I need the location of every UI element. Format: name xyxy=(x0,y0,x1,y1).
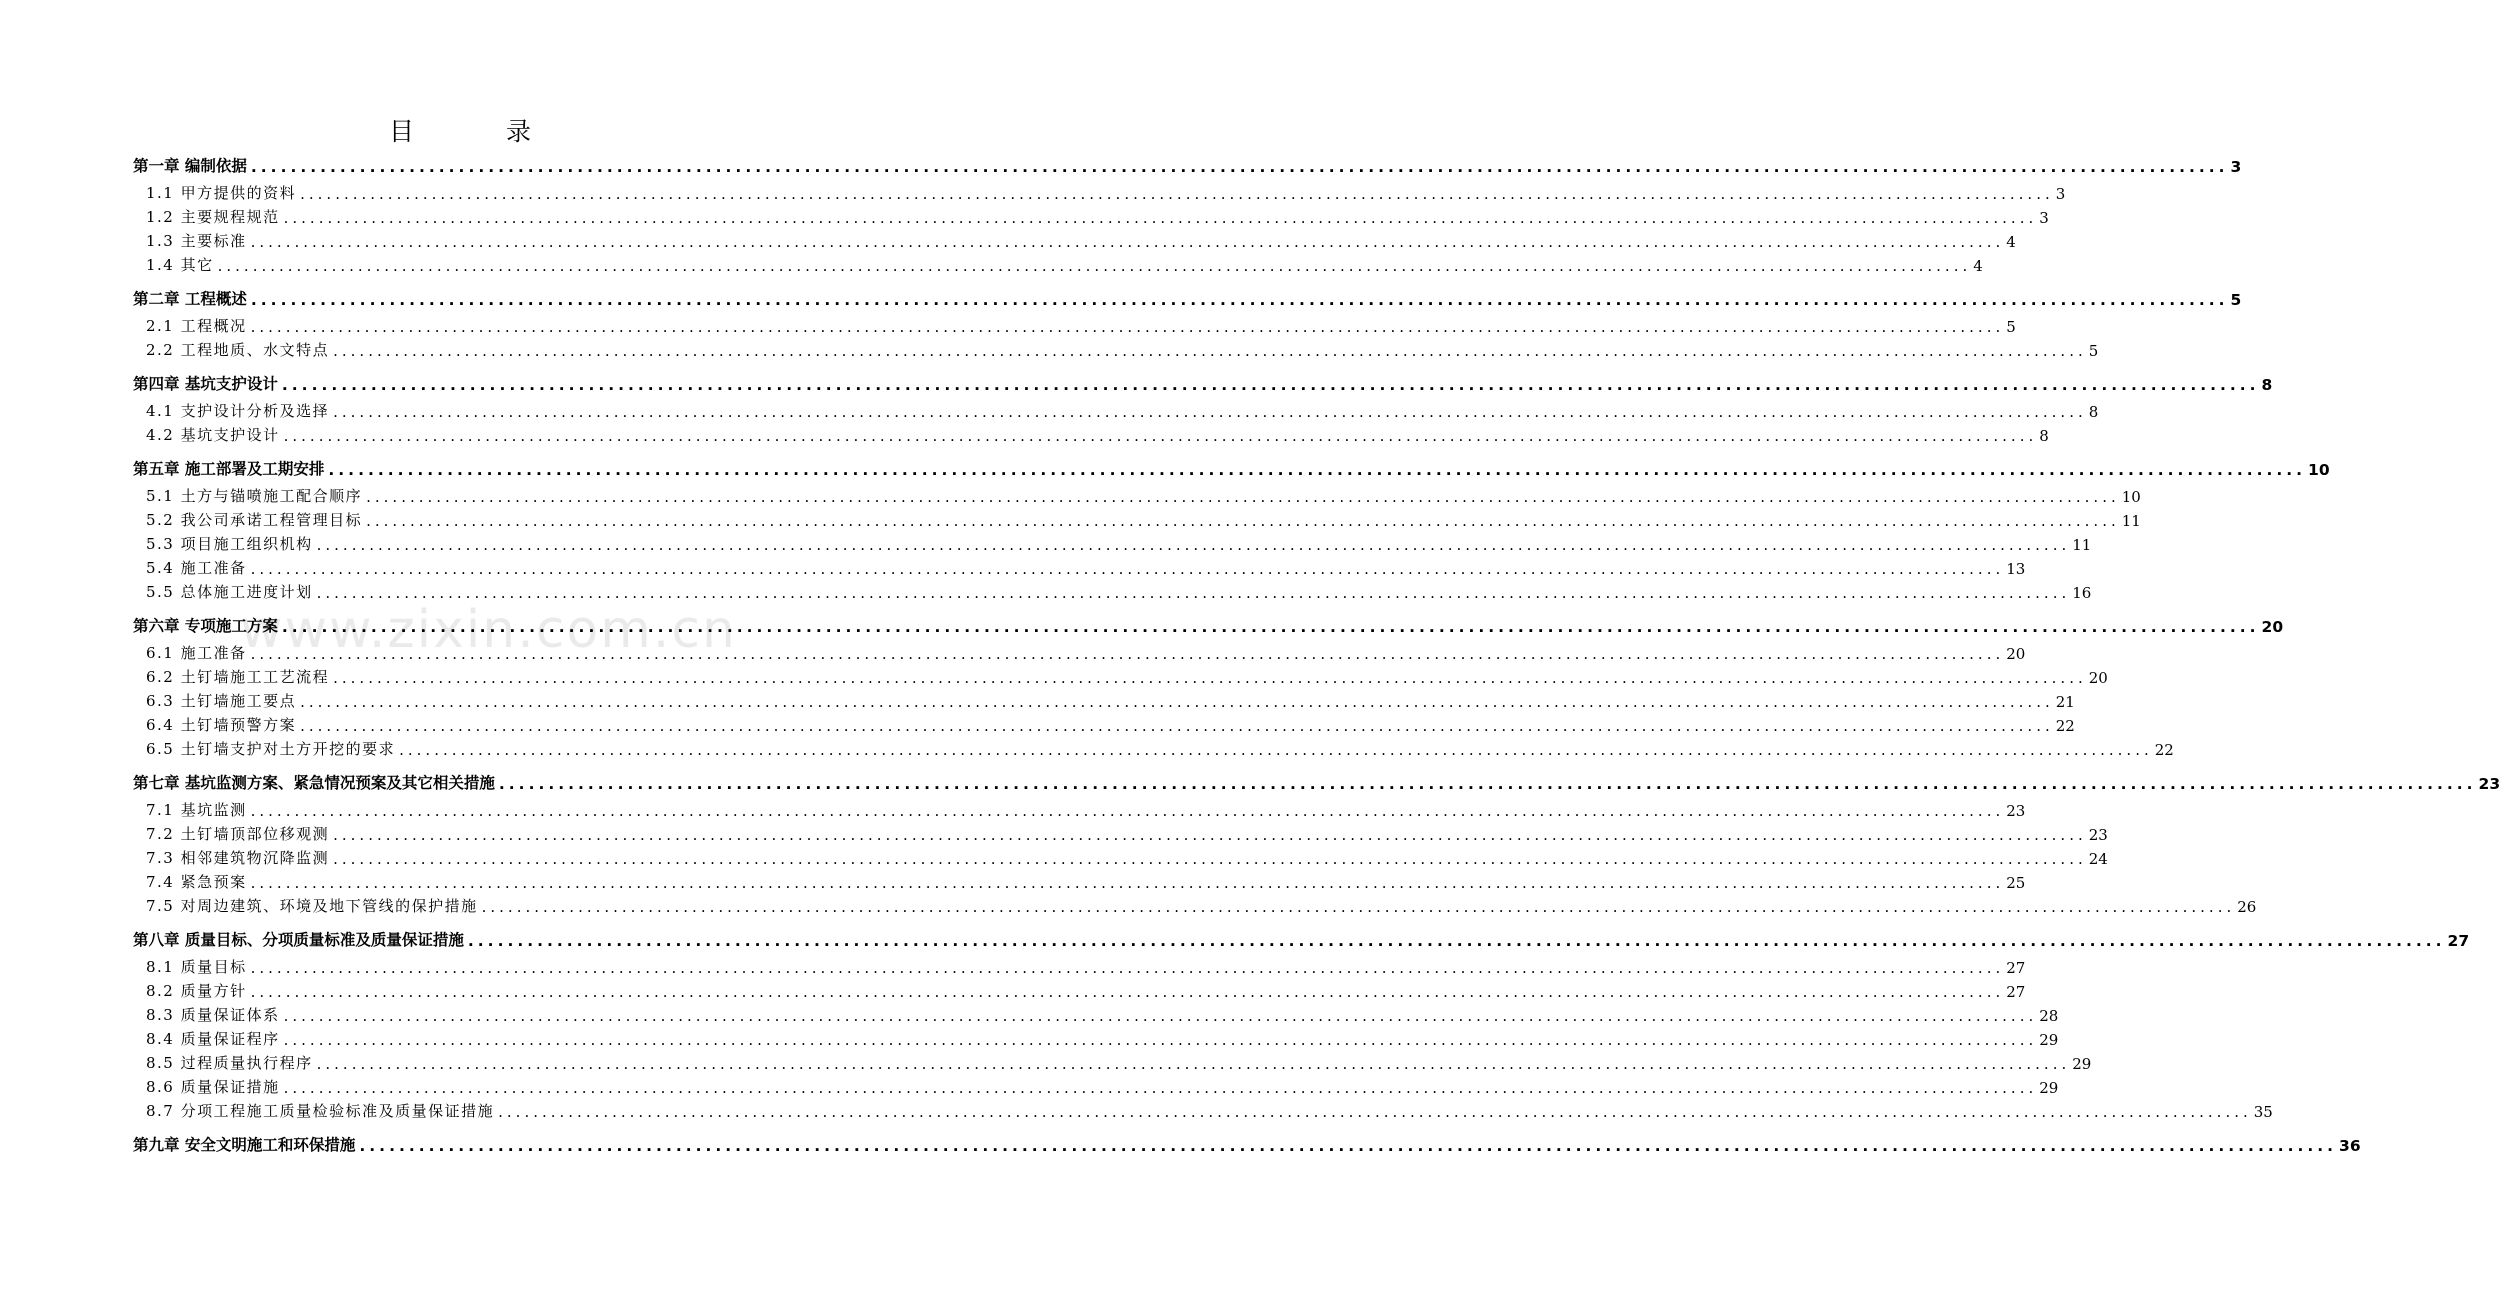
toc-section-entry-page-number: 20 xyxy=(2006,645,2026,663)
toc-section-entry-label: 4.1 支护设计分析及选择 xyxy=(146,402,330,420)
dot-leader: ........................................................................................................................................................................................................ xyxy=(328,461,2307,479)
toc-section-entry-label: 6.1 施工准备 xyxy=(146,644,247,662)
toc-section-entry[interactable] xyxy=(133,639,2026,663)
dot-leader: ........................................................................................................................................................................................................ xyxy=(366,512,2120,530)
toc-section-entry[interactable] xyxy=(133,312,2016,336)
toc-section-entry-page-number: 28 xyxy=(2039,1007,2059,1025)
toc-section-entry-page-number: 29 xyxy=(2039,1031,2059,1049)
toc-section-entry-page-number: 4 xyxy=(2006,233,2016,251)
dot-leader: ........................................................................................................................................................................................................ xyxy=(333,826,2087,844)
toc-section-entry-label: 7.1 基坑监测 xyxy=(146,801,247,819)
dot-leader: ........................................................................................................................................................................................................ xyxy=(316,584,2071,602)
dot-leader: ........................................................................................................................................................................................................ xyxy=(300,717,2054,735)
page-title: 目 录 xyxy=(389,117,573,146)
toc-section-entry[interactable] xyxy=(133,1049,2092,1073)
dot-leader: ........................................................................................................................................................................................................ xyxy=(316,1055,2071,1073)
toc-section-entry-page-number: 3 xyxy=(2039,209,2049,227)
toc-chapter-entry[interactable] xyxy=(133,370,2273,394)
toc-section-entry[interactable] xyxy=(133,421,2049,445)
toc-chapter-entry-page-number: 23 xyxy=(2478,775,2500,793)
toc-section-entry-page-number: 22 xyxy=(2154,741,2174,759)
toc-section-entry-page-number: 11 xyxy=(2072,536,2092,554)
dot-leader: ........................................................................................................................................................................................................ xyxy=(481,898,2236,916)
dot-leader: ........................................................................................................................................................................................................ xyxy=(283,209,2038,227)
toc-section-entry[interactable] xyxy=(133,820,2108,844)
dot-leader: ........................................................................................................................................................................................................ xyxy=(283,427,2038,445)
toc-section-entry[interactable] xyxy=(133,251,1983,275)
dot-leader: ........................................................................................................................................................................................................ xyxy=(283,1079,2038,1097)
toc-section-entry[interactable] xyxy=(133,1025,2059,1049)
toc-chapter-entry-label: 第九章 安全文明施工和环保措施 xyxy=(133,1136,356,1154)
toc-section-entry-page-number: 35 xyxy=(2253,1103,2273,1121)
toc-section-entry-label: 7.3 相邻建筑物沉降监测 xyxy=(146,849,330,867)
dot-leader: ........................................................................................................................................................................................................ xyxy=(300,693,2054,711)
toc-chapter-entry-label: 第二章 工程概述 xyxy=(133,290,247,308)
dot-leader: ........................................................................................................................................................................................................ xyxy=(316,536,2071,554)
dot-leader: ........................................................................................................................................................................................................ xyxy=(283,1007,2038,1025)
toc-chapter-entry-page-number: 5 xyxy=(2230,291,2242,309)
toc-section-entry[interactable] xyxy=(133,506,2141,530)
dot-leader: ........................................................................................................................................................................................................ xyxy=(359,1137,2338,1155)
toc-section-entry-label: 1.3 主要标准 xyxy=(146,232,247,250)
toc-section-entry[interactable] xyxy=(133,868,2026,892)
toc-chapter-entry-label: 第八章 质量目标、分项质量标准及质量保证措施 xyxy=(133,931,464,949)
toc-section-entry-page-number: 5 xyxy=(2006,318,2016,336)
toc-section-entry-page-number: 20 xyxy=(2088,669,2108,687)
toc-section-entry-label: 2.1 工程概况 xyxy=(146,317,247,335)
toc-chapter-entry-label: 第一章 编制依据 xyxy=(133,157,247,175)
toc-chapter-entry[interactable] xyxy=(133,455,2330,479)
toc-section-entry[interactable] xyxy=(133,844,2108,868)
dot-leader: ........................................................................................................................................................................................................ xyxy=(399,741,2153,759)
toc-chapter-entry-label: 第五章 施工部署及工期安排 xyxy=(133,460,325,478)
toc-section-entry-label: 8.6 质量保证措施 xyxy=(146,1078,280,1096)
table-of-contents xyxy=(133,152,2500,1155)
toc-section-entry[interactable] xyxy=(133,554,2026,578)
toc-section-entry[interactable] xyxy=(133,1073,2059,1097)
toc-chapter-entry[interactable] xyxy=(133,1131,2361,1155)
toc-section-entry-page-number: 4 xyxy=(1973,257,1983,275)
toc-section-entry-page-number: 29 xyxy=(2039,1079,2059,1097)
toc-chapter-entry-label: 第七章 基坑监测方案、紧急情况预案及其它相关措施 xyxy=(133,774,495,792)
toc-section-entry[interactable] xyxy=(133,892,2257,916)
toc-section-entry-label: 8.7 分项工程施工质量检验标准及质量保证措施 xyxy=(146,1102,495,1120)
toc-section-entry[interactable] xyxy=(133,735,2174,759)
dot-leader: ........................................................................................................................................................................................................ xyxy=(250,802,2005,820)
dot-leader: ........................................................................................................................................................................................................ xyxy=(333,403,2087,421)
toc-section-entry-label: 5.5 总体施工进度计划 xyxy=(146,583,313,601)
toc-section-entry-label: 7.5 对周边建筑、环境及地下管线的保护措施 xyxy=(146,897,478,915)
dot-leader: ........................................................................................................................................................................................................ xyxy=(300,185,2054,203)
toc-section-entry-page-number: 11 xyxy=(2121,512,2141,530)
toc-section-entry-page-number: 23 xyxy=(2088,826,2108,844)
toc-section-entry-label: 8.4 质量保证程序 xyxy=(146,1030,280,1048)
toc-chapter-entry-label: 第四章 基坑支护设计 xyxy=(133,375,278,393)
toc-section-entry-page-number: 25 xyxy=(2006,874,2026,892)
toc-section-entry[interactable] xyxy=(133,530,2092,554)
toc-section-entry-page-number: 26 xyxy=(2237,898,2257,916)
toc-section-entry-page-number: 8 xyxy=(2039,427,2049,445)
toc-section-entry[interactable] xyxy=(133,977,2026,1001)
toc-chapter-entry[interactable] xyxy=(133,769,2500,793)
toc-chapter-entry-page-number: 3 xyxy=(2230,158,2242,176)
dot-leader: ........................................................................................................................................................................................................ xyxy=(250,233,2005,251)
toc-chapter-entry-page-number: 36 xyxy=(2339,1137,2361,1155)
dot-leader: ........................................................................................................................................................................................................ xyxy=(333,850,2087,868)
toc-section-entry-page-number: 22 xyxy=(2055,717,2075,735)
toc-section-entry-page-number: 29 xyxy=(2072,1055,2092,1073)
toc-section-entry[interactable] xyxy=(133,953,2026,977)
dot-leader: ........................................................................................................................................................................................................ xyxy=(333,669,2087,687)
toc-section-entry-page-number: 5 xyxy=(2088,342,2099,360)
dot-leader: ........................................................................................................................................................................................................ xyxy=(250,158,2229,176)
toc-section-entry-page-number: 23 xyxy=(2006,802,2026,820)
toc-section-entry[interactable] xyxy=(133,1001,2059,1025)
toc-section-entry[interactable] xyxy=(133,482,2141,506)
toc-section-entry-label: 5.4 施工准备 xyxy=(146,559,247,577)
dot-leader: ........................................................................................................................................................................................................ xyxy=(250,874,2005,892)
toc-section-entry-label: 8.1 质量目标 xyxy=(146,958,247,976)
toc-section-entry-label: 5.2 我公司承诺工程管理目标 xyxy=(146,511,363,529)
dot-leader: ........................................................................................................................................................................................................ xyxy=(250,959,2005,977)
toc-section-entry-page-number: 27 xyxy=(2006,959,2026,977)
toc-section-entry[interactable] xyxy=(133,663,2108,687)
toc-chapter-entry-label: 第六章 专项施工方案 xyxy=(133,617,278,635)
toc-section-entry-label: 1.2 主要规程规范 xyxy=(146,208,280,226)
toc-section-entry-label: 8.2 质量方针 xyxy=(146,982,247,1000)
toc-section-entry[interactable] xyxy=(133,578,2092,602)
toc-section-entry-label: 8.5 过程质量执行程序 xyxy=(146,1054,313,1072)
toc-section-entry[interactable] xyxy=(133,336,2099,360)
toc-section-entry-label: 7.2 土钉墙顶部位移观测 xyxy=(146,825,330,843)
dot-leader: ........................................................................................................................................................................................................ xyxy=(283,1031,2038,1049)
toc-section-entry-label: 1.4 其它 xyxy=(146,256,214,274)
toc-chapter-entry[interactable] xyxy=(133,285,2242,309)
toc-section-entry-label: 6.4 土钉墙预警方案 xyxy=(146,716,297,734)
dot-leader: ........................................................................................................................................................................................................ xyxy=(366,488,2120,506)
toc-section-entry-page-number: 3 xyxy=(2055,185,2066,203)
toc-chapter-entry-page-number: 10 xyxy=(2308,461,2330,479)
toc-section-entry-page-number: 16 xyxy=(2072,584,2092,602)
toc-section-entry-label: 2.2 工程地质、水文特点 xyxy=(146,341,330,359)
toc-section-entry-page-number: 24 xyxy=(2088,850,2108,868)
toc-section-entry[interactable] xyxy=(133,796,2026,820)
toc-section-entry[interactable] xyxy=(133,711,2075,735)
toc-chapter-entry-page-number: 8 xyxy=(2261,376,2273,394)
dot-leader: ........................................................................................................................................................................................................ xyxy=(281,618,2260,636)
dot-leader: ........................................................................................................................................................................................................ xyxy=(498,775,2477,793)
toc-section-entry-label: 6.5 土钉墙支护对土方开挖的要求 xyxy=(146,740,396,758)
dot-leader: ........................................................................................................................................................................................................ xyxy=(250,291,2229,309)
dot-leader: ........................................................................................................................................................................................................ xyxy=(217,257,1972,275)
toc-section-entry-label: 7.4 紧急预案 xyxy=(146,873,247,891)
toc-section-entry[interactable] xyxy=(133,179,2066,203)
toc-chapter-entry-page-number: 20 xyxy=(2261,618,2284,636)
dot-leader: ........................................................................................................................................................................................................ xyxy=(467,932,2446,950)
toc-section-entry[interactable] xyxy=(133,203,2049,227)
toc-section-entry-label: 1.1 甲方提供的资料 xyxy=(146,184,297,202)
toc-section-entry-page-number: 13 xyxy=(2006,560,2026,578)
dot-leader: ........................................................................................................................................................................................................ xyxy=(250,560,2005,578)
toc-chapter-entry[interactable] xyxy=(133,612,2284,636)
toc-section-entry[interactable] xyxy=(133,1097,2273,1121)
toc-section-entry-page-number: 10 xyxy=(2121,488,2141,506)
toc-section-entry[interactable] xyxy=(133,687,2075,711)
toc-section-entry-label: 6.3 土钉墙施工要点 xyxy=(146,692,297,710)
toc-chapter-entry-page-number: 27 xyxy=(2447,932,2470,950)
toc-chapter-entry[interactable] xyxy=(133,152,2242,176)
toc-section-entry-page-number: 27 xyxy=(2006,983,2026,1001)
dot-leader: ........................................................................................................................................................................................................ xyxy=(333,342,2087,360)
dot-leader: ........................................................................................................................................................................................................ xyxy=(250,318,2005,336)
toc-section-entry[interactable] xyxy=(133,397,2099,421)
dot-leader: ........................................................................................................................................................................................................ xyxy=(281,376,2260,394)
toc-section-entry-label: 5.3 项目施工组织机构 xyxy=(146,535,313,553)
toc-section-entry-label: 6.2 土钉墙施工工艺流程 xyxy=(146,668,330,686)
dot-leader: ........................................................................................................................................................................................................ xyxy=(498,1103,2252,1121)
dot-leader: ........................................................................................................................................................................................................ xyxy=(250,983,2005,1001)
watermark: www.zixin.com.cn xyxy=(240,600,737,660)
toc-chapter-entry[interactable] xyxy=(133,926,2470,950)
toc-section-entry-label: 5.1 土方与锚喷施工配合顺序 xyxy=(146,487,363,505)
toc-section-entry-label: 8.3 质量保证体系 xyxy=(146,1006,280,1024)
toc-section-entry-page-number: 21 xyxy=(2055,693,2075,711)
toc-section-entry-page-number: 8 xyxy=(2088,403,2099,421)
toc-section-entry[interactable] xyxy=(133,227,2016,251)
toc-section-entry-label: 4.2 基坑支护设计 xyxy=(146,426,280,444)
dot-leader: ........................................................................................................................................................................................................ xyxy=(250,645,2005,663)
